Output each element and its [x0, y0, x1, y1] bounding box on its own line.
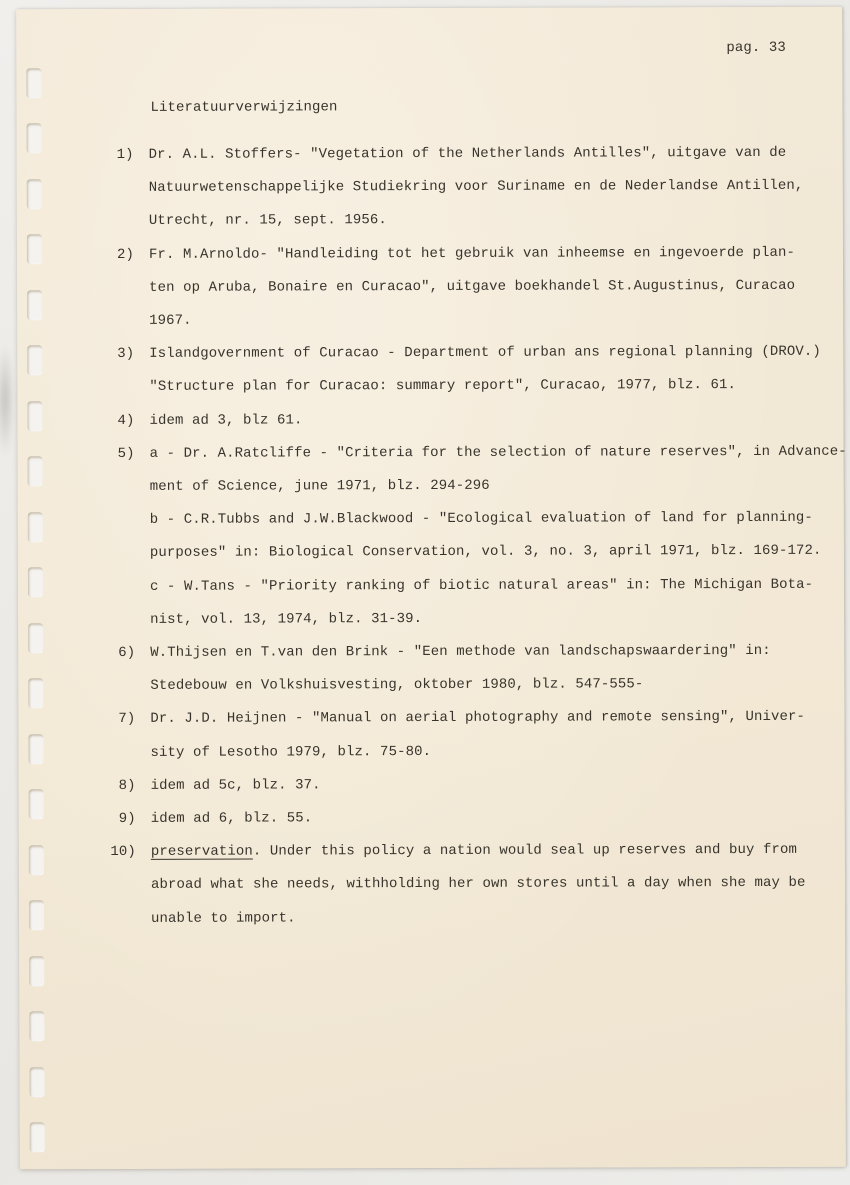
reference-line: unable to import. — [151, 910, 296, 927]
reference-line: idem ad 5c, blz. 37. — [150, 777, 321, 794]
reference-text — [151, 769, 321, 803]
reference-item-2 — [52, 236, 839, 338]
reference-number: 10) — [110, 844, 136, 861]
reference-text — [149, 404, 302, 438]
reference-text — [149, 436, 847, 637]
reference-text — [150, 635, 771, 703]
reference-list — [52, 137, 847, 936]
reference-text — [151, 834, 806, 936]
binder-hole — [27, 345, 42, 375]
binder-hole — [28, 623, 43, 653]
binder-hole — [29, 1011, 44, 1041]
reference-item-4 — [52, 402, 839, 438]
reference-line: W.Thijsen en T.van den Brink - "Een methode van landschapswaardering" in: — [150, 642, 771, 661]
reference-line: Dr. J.D. Heijnen - "Manual on aerial photography and remote sensing", Univer- — [150, 709, 806, 728]
reference-line-rest: . Under this policy a nation would seal up reserves and buy from — [252, 842, 797, 860]
reference-line: Utrecht, nr. 15, sept. 1956. — [148, 212, 387, 230]
reference-item-9 — [54, 801, 841, 837]
page-title: Literatuurverwijzingen — [150, 99, 338, 116]
reference-line: b - C.R.Tubbs and J.W.Blackwood - "Ecological evaluation of land for planning- — [149, 510, 813, 529]
reference-text — [149, 137, 804, 239]
reference-line — [151, 834, 806, 869]
reference-number: 2) — [116, 246, 134, 263]
reference-line: "Structure plan for Curacao: summary report", Curacao, 1977, blz. 61. — [149, 377, 736, 396]
binder-hole — [29, 900, 44, 930]
binder-hole — [29, 845, 44, 875]
binder-hole — [28, 512, 43, 542]
reference-line: c - W.Tans - "Priority ranking of biotic natural areas" in: The Michigan Bota- — [149, 576, 814, 595]
reference-number: 1) — [116, 146, 134, 163]
binder-hole — [27, 290, 42, 320]
binder-hole — [28, 734, 43, 764]
binder-hole — [27, 179, 42, 209]
reference-number: 6) — [118, 644, 136, 662]
binder-hole — [28, 678, 43, 708]
reference-line: ment of Science, june 1971, blz. 294-296 — [149, 477, 490, 495]
binder-hole — [29, 956, 44, 986]
reference-line: 1967. — [149, 312, 192, 329]
reference-line: abroad what she needs, withholding her own stores until a day when she may be — [150, 875, 806, 894]
reference-number: 3) — [117, 346, 135, 363]
reference-number: 9) — [118, 810, 136, 828]
reference-line: sity of Lesotho 1979, blz. 75-80. — [150, 743, 432, 761]
reference-number: 5) — [117, 445, 135, 462]
reference-line: Fr. M.Arnoldo- "Handleiding tot het gebruik van inheemse en ingevoerde plan- — [148, 244, 796, 263]
reference-item-10 — [54, 834, 841, 936]
binder-hole — [26, 68, 41, 98]
reference-item-3 — [52, 336, 839, 405]
reference-line: Islandgovernment of Curacao - Department of urban ans regional planning (DROV.) — [149, 343, 821, 363]
binder-hole — [27, 401, 42, 431]
reference-line: Natuurwetenschappelijke Studiekring voor Suriname en de Nederlandse Antillen, — [148, 178, 804, 197]
binder-hole — [28, 567, 43, 597]
reference-item-7 — [53, 701, 840, 770]
document-page — [16, 7, 846, 1170]
reference-item-6 — [53, 635, 840, 704]
reference-text — [150, 701, 805, 769]
reference-line: Stedebouw en Volkshuisvesting, oktober 1980, blz. 547-555- — [150, 676, 644, 695]
binder-hole — [30, 1122, 45, 1152]
scan-smudge — [0, 320, 18, 480]
binder-hole — [29, 789, 44, 819]
reference-number: 8) — [118, 777, 136, 794]
binder-hole — [30, 1067, 45, 1097]
reference-line: a - Dr. A.Ratcliffe - "Criteria for the selection of nature reserves", in Advance- — [149, 443, 847, 462]
reference-item-8 — [54, 768, 841, 804]
reference-item-5 — [53, 436, 847, 638]
binder-hole — [27, 123, 42, 153]
reference-line: ten op Aruba, Bonaire en Curacao", uitgave boekhandel St.Augustinus, Curacao — [149, 277, 796, 296]
reference-item-1 — [52, 137, 839, 239]
reference-line: nist, vol. 13, 1974, blz. 31-39. — [150, 610, 423, 628]
page-number: pag. 33 — [726, 39, 786, 57]
reference-line: idem ad 6, blz. 55. — [150, 810, 313, 827]
reference-line: Dr. A.L. Stoffers- "Vegetation of the Netherlands Antilles", uitgave van de — [148, 144, 787, 163]
reference-text — [151, 802, 313, 836]
reference-number: 4) — [117, 412, 135, 429]
binder-hole — [27, 234, 42, 264]
reference-text — [149, 236, 795, 338]
reference-number: 7) — [118, 711, 136, 728]
reference-line: purposes" in: Biological Conservation, vol. 3, no. 3, april 1971, blz. 169-172. — [149, 543, 822, 562]
binder-hole — [28, 456, 43, 486]
underlined-term: preservation — [150, 843, 253, 861]
binder-holes — [16, 7, 842, 10]
reference-line: idem ad 3, blz 61. — [149, 412, 303, 429]
reference-text — [149, 336, 821, 405]
